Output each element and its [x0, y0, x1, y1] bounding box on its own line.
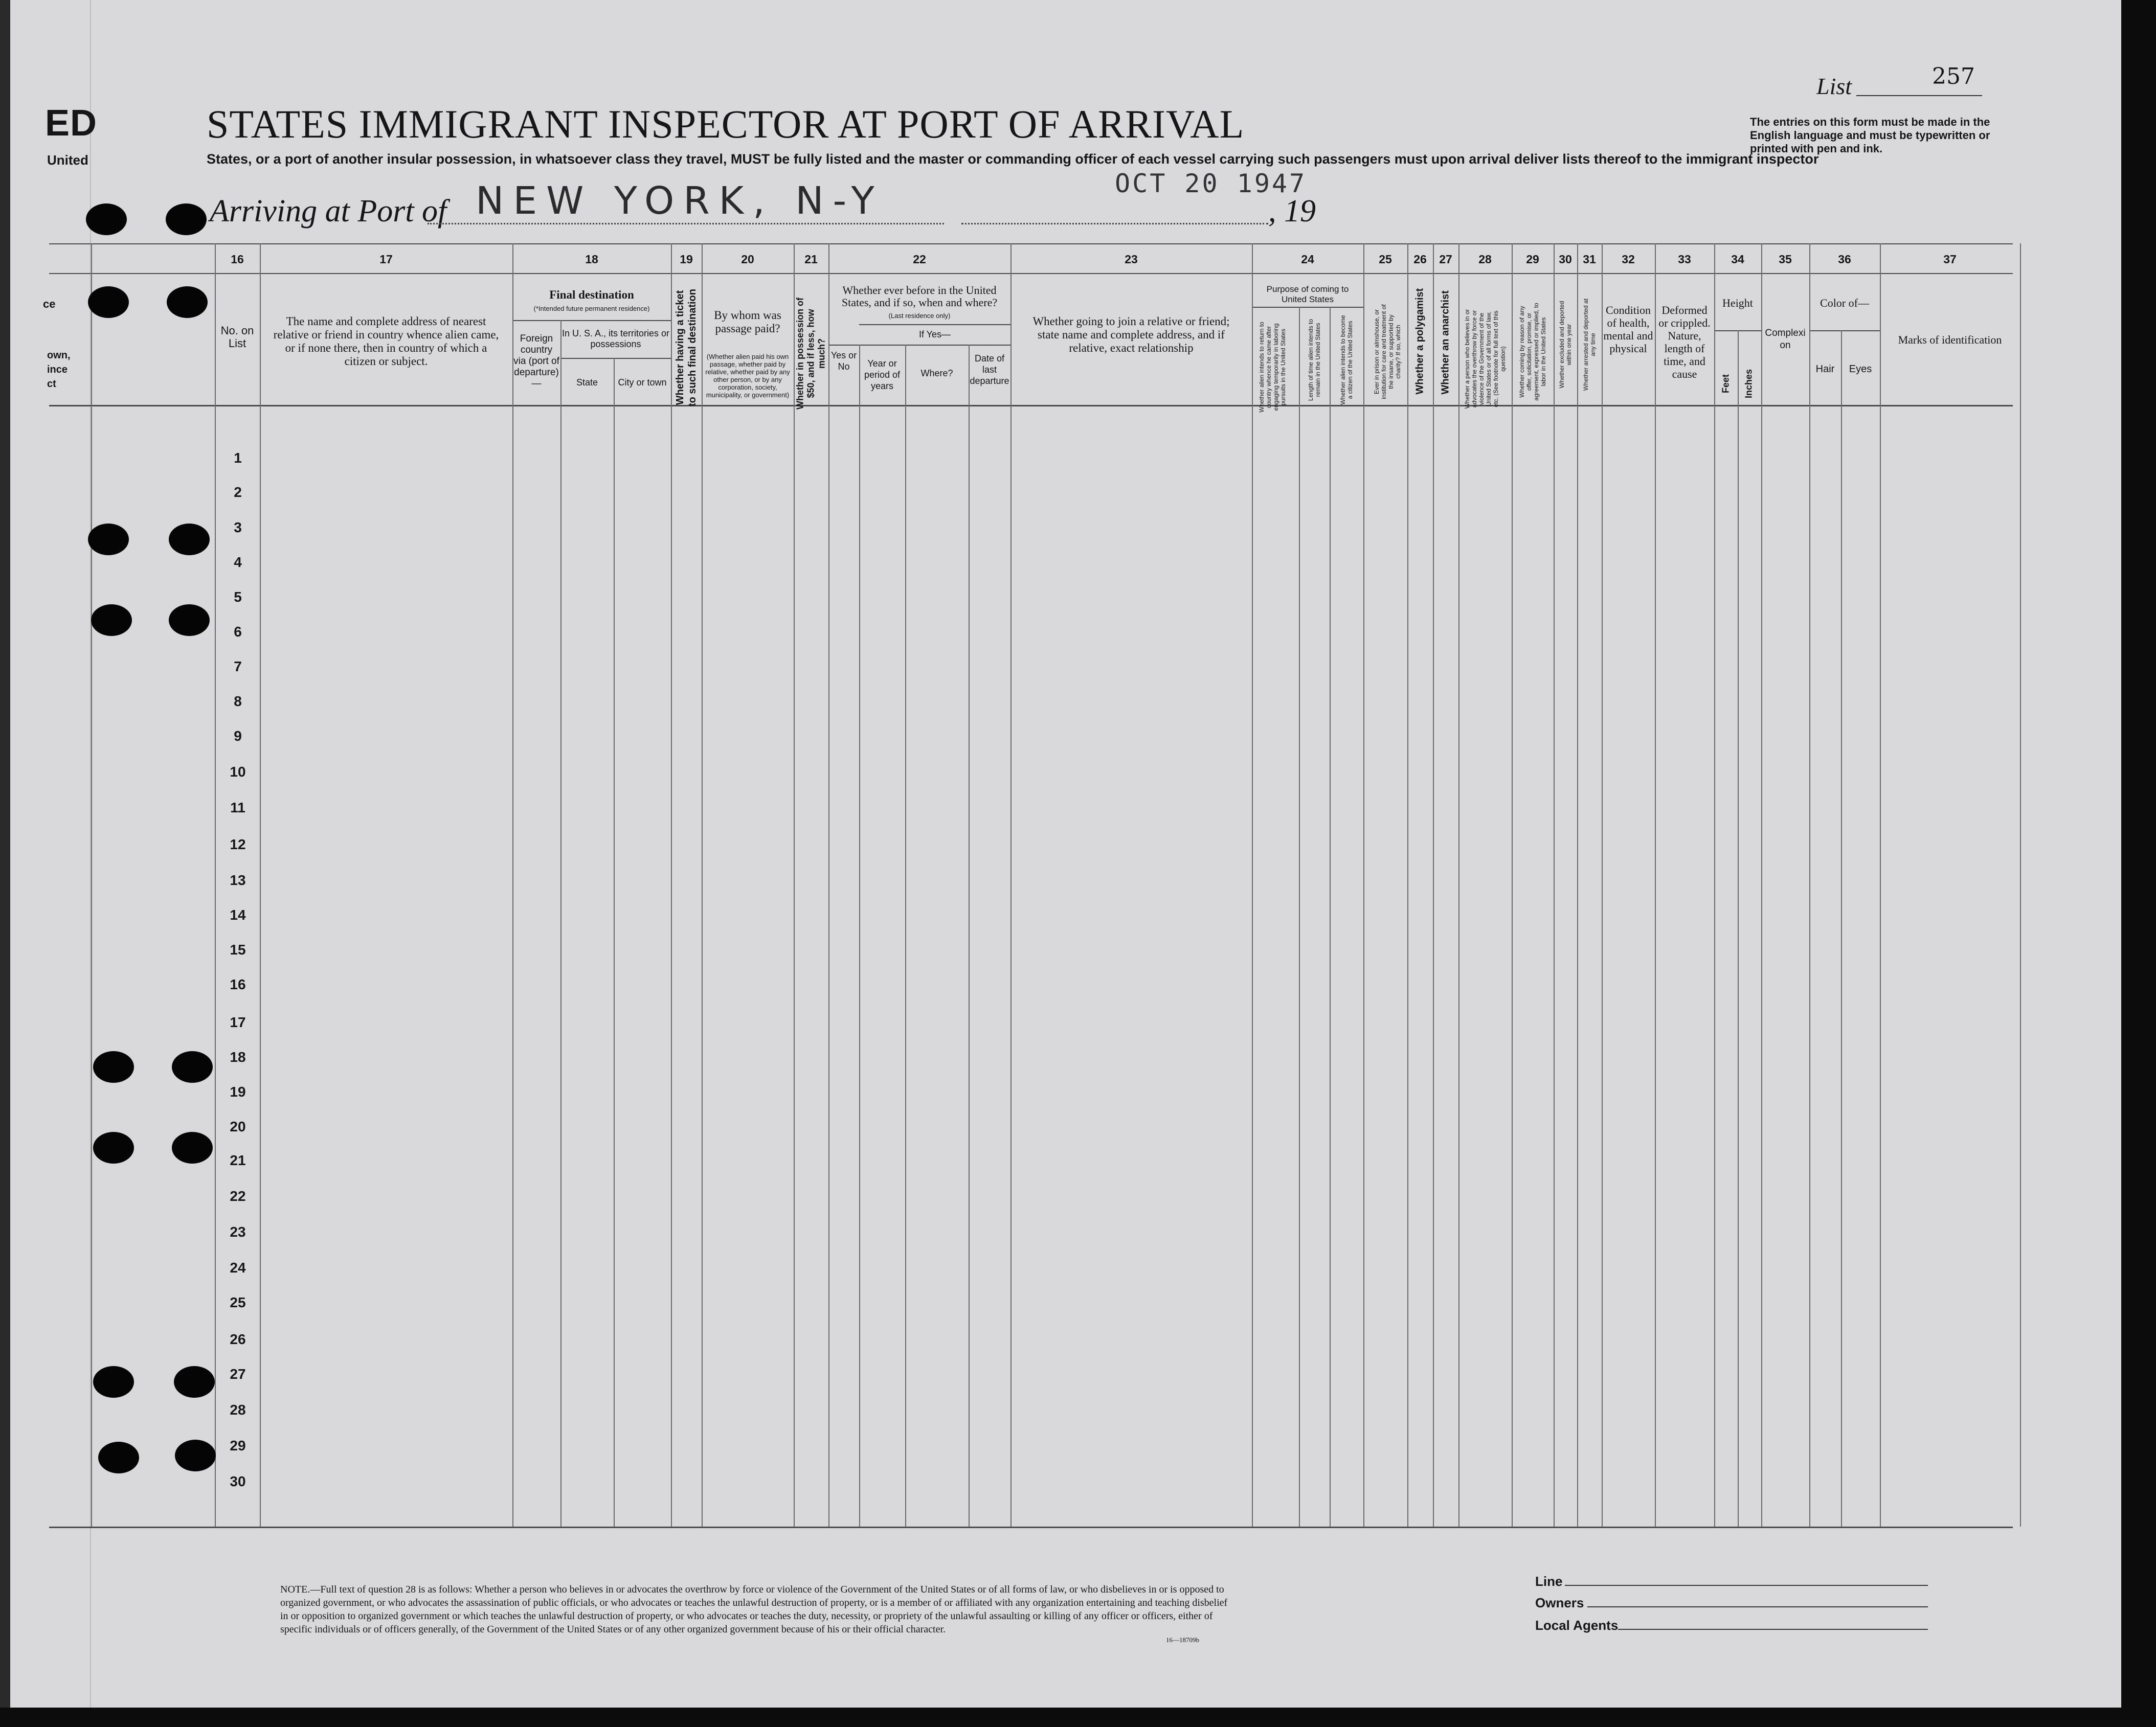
row-number: 1: [234, 450, 242, 466]
page-subtitle: States, or a port of another insular possession, in whatsoever class they travel, MUST be fully listed and the master or commanding officer of each vessel carrying such passengers must upon arrival deliver lists thereof to the immigrant inspector: [207, 151, 1819, 167]
row-number: 8: [234, 693, 242, 709]
punch-hole: [172, 1051, 213, 1083]
c18-subrule: [512, 320, 671, 321]
table-top-rule: [49, 243, 2013, 244]
header-bottom-rule: [49, 405, 2013, 406]
left-fragment-ince: ince: [47, 364, 68, 375]
list-number: 257: [1932, 63, 1975, 89]
col-divider: [215, 243, 216, 1527]
colnum-31: 31: [1583, 253, 1596, 266]
col-divider: [1252, 243, 1253, 1527]
colnum-25: 25: [1379, 253, 1392, 266]
local-agents-label: Local Agents: [1535, 1618, 1619, 1633]
header-ever-before: Whether ever before in the United States, and if so, when and where?: [841, 284, 998, 309]
header-if-yes: If Yes—: [918, 329, 951, 339]
col-divider: [1761, 243, 1762, 1527]
c22-subrule2: [859, 324, 1010, 325]
header-excluded: Whether excluded and deported within one year: [1558, 301, 1573, 389]
header-year-or-period: Year or period of years: [864, 358, 901, 391]
header-eyes: Eyes: [1849, 363, 1872, 375]
header-purpose: Purpose of coming to United States: [1266, 284, 1349, 304]
row-number: 13: [230, 872, 246, 888]
col-divider: [1655, 243, 1656, 1527]
colnum-30: 30: [1559, 253, 1572, 266]
col-divider: [1554, 243, 1555, 1527]
row-number: 26: [230, 1331, 246, 1347]
punch-hole: [86, 203, 127, 235]
row-number: 15: [230, 942, 246, 958]
row-number: 30: [230, 1473, 246, 1489]
header-prison: Ever in prison or almshouse, or institution for care and treatment of the insane, or supported by charity? If so, which: [1373, 304, 1402, 399]
col-divider: [91, 243, 92, 1527]
header-health: Condition of health, mental and physical: [1603, 304, 1653, 355]
header-state: State: [576, 377, 598, 388]
col-divider: [1809, 243, 1810, 1527]
colnum-rule: [49, 273, 2013, 274]
row-number: 22: [230, 1188, 246, 1204]
title-fragment: ED: [45, 103, 98, 144]
col-divider: [1330, 307, 1331, 1527]
header-final-destination-sub: (*Intended future permanent residence): [533, 305, 650, 312]
header-purpose-citizen: Whether alien intends to become a citizen of the United States: [1339, 315, 1354, 405]
col-divider: [1512, 243, 1513, 1527]
header-ticket: Whether having a ticket to such final destination: [675, 289, 698, 407]
header-color-of: Color of—: [1820, 297, 1869, 309]
row-number: 18: [230, 1049, 246, 1065]
col-divider: [859, 345, 860, 1527]
col-divider: [1841, 330, 1842, 1527]
col-divider: [1363, 243, 1364, 1527]
row-number: 23: [230, 1224, 246, 1240]
header-join-relative: Whether going to join a relative or friend; state name and complete address, and if relative, exact relationship: [1032, 315, 1230, 354]
punch-hole: [169, 524, 210, 555]
left-fragment-own: own,: [47, 350, 71, 361]
c22-subrule: [828, 345, 1010, 346]
c24-subrule: [1252, 307, 1363, 308]
colnum-33: 33: [1678, 253, 1691, 266]
row-number: 16: [230, 976, 246, 992]
port-handwritten: NEW YORK, N-Y: [476, 179, 884, 223]
c36-subrule: [1809, 330, 1880, 331]
row-number: 19: [230, 1084, 246, 1100]
punch-hole: [88, 286, 129, 318]
col-divider: [794, 243, 795, 1527]
c18-subrule2: [560, 358, 671, 359]
header-feet: Feet: [1720, 374, 1731, 394]
header-purpose-return: Whether alien intends to return to country whence he came after engaging temporarily in laboring pursuits in the United States: [1258, 322, 1287, 413]
col-divider: [1577, 243, 1578, 1527]
local-agents-field[interactable]: [1618, 1629, 1928, 1630]
line-field[interactable]: [1565, 1585, 1928, 1586]
year-label: , 19: [1268, 194, 1316, 229]
colnum-20: 20: [741, 253, 754, 266]
list-underline: [1856, 95, 1982, 96]
col-divider: [905, 345, 906, 1527]
punch-hole: [169, 604, 210, 636]
row-number: 25: [230, 1294, 246, 1310]
port-line: [428, 223, 944, 224]
col-divider: [1433, 243, 1434, 1527]
col-divider: [1010, 243, 1012, 1527]
owners-label: Owners: [1535, 1595, 1584, 1610]
row-number: 12: [230, 836, 246, 852]
col-divider: [512, 243, 513, 1527]
header-marks: Marks of identification: [1898, 333, 2002, 346]
col-divider: [1299, 307, 1300, 1527]
colnum-22: 22: [913, 253, 926, 266]
header-passage-paid: By whom was passage paid?: [714, 309, 781, 335]
united-fragment: United: [47, 152, 88, 168]
punch-hole: [93, 1366, 134, 1398]
header-purpose-length: Length of time alien intends to remain in the United States: [1307, 319, 1321, 401]
left-fragment-ct: ct: [47, 378, 56, 390]
punch-hole: [166, 203, 207, 235]
row-number: 27: [230, 1366, 246, 1382]
punch-hole: [93, 1132, 134, 1164]
colnum-16: 16: [231, 253, 244, 266]
col-divider: [1458, 243, 1459, 1527]
punch-hole: [93, 1051, 134, 1083]
punch-hole: [91, 604, 132, 636]
row-number: 6: [234, 624, 242, 640]
header-yes-or-no: Yes or No: [830, 350, 857, 372]
colnum-37: 37: [1943, 253, 1957, 266]
punch-hole: [175, 1440, 216, 1471]
header-hair: Hair: [1815, 363, 1835, 375]
colnum-29: 29: [1526, 253, 1539, 266]
header-where: Where?: [920, 368, 953, 378]
punch-hole: [172, 1132, 213, 1164]
header-deformed: Deformed or crippled. Nature, length of time, and cause: [1658, 304, 1711, 380]
punch-hole: [167, 286, 208, 318]
header-no-on-list: No. on List: [220, 324, 254, 350]
punch-hole: [98, 1442, 139, 1473]
left-fragment-ce: ce: [43, 298, 56, 310]
header-complexion: Complexion: [1765, 328, 1806, 351]
header-fifty-dollars: Whether in possession of $50, and if less, how much?: [795, 297, 827, 410]
col-divider: [1714, 243, 1715, 1527]
header-nearest-relative: The name and complete address of nearest relative or friend in country whence alien came, or if none there, then in country of which a citizen or subject.: [273, 315, 499, 368]
col-divider: [969, 345, 970, 1527]
punch-hole: [88, 524, 129, 555]
col-divider: [828, 243, 829, 1527]
header-ever-before-sub: (Last residence only): [888, 312, 951, 320]
row-number: 9: [234, 728, 242, 744]
col-divider: [1407, 243, 1408, 1527]
row-number: 14: [230, 907, 246, 923]
header-in-usa: In U. S. A., its territories or possessions: [562, 328, 670, 349]
col-divider: [614, 358, 615, 1527]
row-number: 5: [234, 589, 242, 605]
arriving-label: Arriving at Port of: [210, 194, 447, 229]
page-title: STATES IMMIGRANT INSPECTOR AT PORT OF ARRIVAL: [207, 102, 1245, 146]
row-number: 2: [234, 484, 242, 500]
row-number: 24: [230, 1260, 246, 1276]
header-date-last-departure: Date of last departure: [970, 353, 1009, 386]
col-divider: [671, 243, 672, 1527]
header-polygamist: Whether a polygamist: [1414, 288, 1426, 395]
header-labor-offer: Whether coming by reason of any offer, solicitation, promise, or agreement, expressed or implied, to labor in the United States: [1518, 303, 1547, 401]
col-divider: [2020, 243, 2021, 1527]
colnum-28: 28: [1478, 253, 1492, 266]
row-number: 21: [230, 1152, 246, 1168]
header-city-or-town: City or town: [618, 377, 667, 388]
date-stamp: OCT 20 1947: [1115, 169, 1307, 198]
colnum-35: 35: [1779, 253, 1792, 266]
page-edge: [0, 0, 10, 1708]
form-code: 16—18709b: [1166, 1636, 1199, 1644]
col-divider: [1880, 243, 1881, 1527]
header-height: Height: [1722, 297, 1753, 309]
header-foreign-country: Foreign country via (port of departure)—: [513, 333, 559, 389]
header-inches: Inches: [1743, 369, 1754, 399]
header-passage-paid-sub: (Whether alien paid his own passage, whether paid by relative, whether paid by any other person, or by any corporation, society, municipality, or government): [705, 353, 790, 399]
punch-hole: [174, 1366, 215, 1398]
colnum-18: 18: [585, 253, 598, 266]
row-number: 7: [234, 658, 242, 674]
row-number: 4: [234, 554, 242, 570]
row-number: 28: [230, 1402, 246, 1418]
col-divider: [1602, 243, 1603, 1527]
header-anarchist: Whether an anarchist: [1440, 290, 1451, 395]
table-bottom-rule: [49, 1527, 2013, 1528]
colnum-32: 32: [1622, 253, 1635, 266]
date-line: [961, 223, 1268, 224]
header-question-28: Whether a person who believes in or advocates the overthrow by force or violence of the Government of the United States or of all forms of law, etc. (See footnote for full text of this question): [1464, 309, 1507, 409]
form-instructions: The entries on this form must be made in the English language and must be typewritten or printed with pen and ink.: [1750, 116, 1990, 155]
header-arrested: Whether arrested and deported at any time: [1582, 298, 1597, 391]
colnum-23: 23: [1125, 253, 1138, 266]
colnum-21: 21: [804, 253, 818, 266]
col-divider: [702, 243, 703, 1527]
footnote-question-28: NOTE.—Full text of question 28 is as follows: Whether a person who believes in or advocates the overthrow by force or violence of the Government of the United States or of all forms of law, or who disbelieves in or is opposed to organized government, or who advocates the assassination of public officials, or who advocates or teaches the unlawful destruction of property, or is a member of or affiliated with any organization entertaining and teaching disbelief in or opposition to organized government or which teaches the unlawful destruction of property, or who advocates or teaches the duty, necessity, or propriety of the unlawful assaulting or killing of any officer or officers, either of specific individuals or of officers generally, of the Government of the United States or of any other organized government because of his or their official character.: [280, 1584, 1228, 1635]
row-number: 20: [230, 1119, 246, 1134]
col-divider: [560, 320, 562, 1527]
col-divider: [260, 243, 261, 1527]
colnum-26: 26: [1413, 253, 1427, 266]
colnum-27: 27: [1439, 253, 1452, 266]
colnum-34: 34: [1731, 253, 1744, 266]
row-number: 11: [230, 800, 245, 815]
col-divider: [1738, 330, 1739, 1527]
row-number: 10: [230, 764, 246, 780]
header-final-destination: Final destination: [549, 288, 634, 301]
colnum-24: 24: [1301, 253, 1314, 266]
line-label: Line: [1535, 1574, 1563, 1589]
row-number: 17: [230, 1014, 246, 1030]
colnum-36: 36: [1838, 253, 1851, 266]
colnum-19: 19: [680, 253, 693, 266]
owners-field[interactable]: [1587, 1606, 1928, 1607]
row-number: 3: [234, 519, 242, 535]
list-label: List: [1816, 73, 1852, 99]
colnum-17: 17: [379, 253, 393, 266]
row-number: 29: [230, 1438, 246, 1453]
